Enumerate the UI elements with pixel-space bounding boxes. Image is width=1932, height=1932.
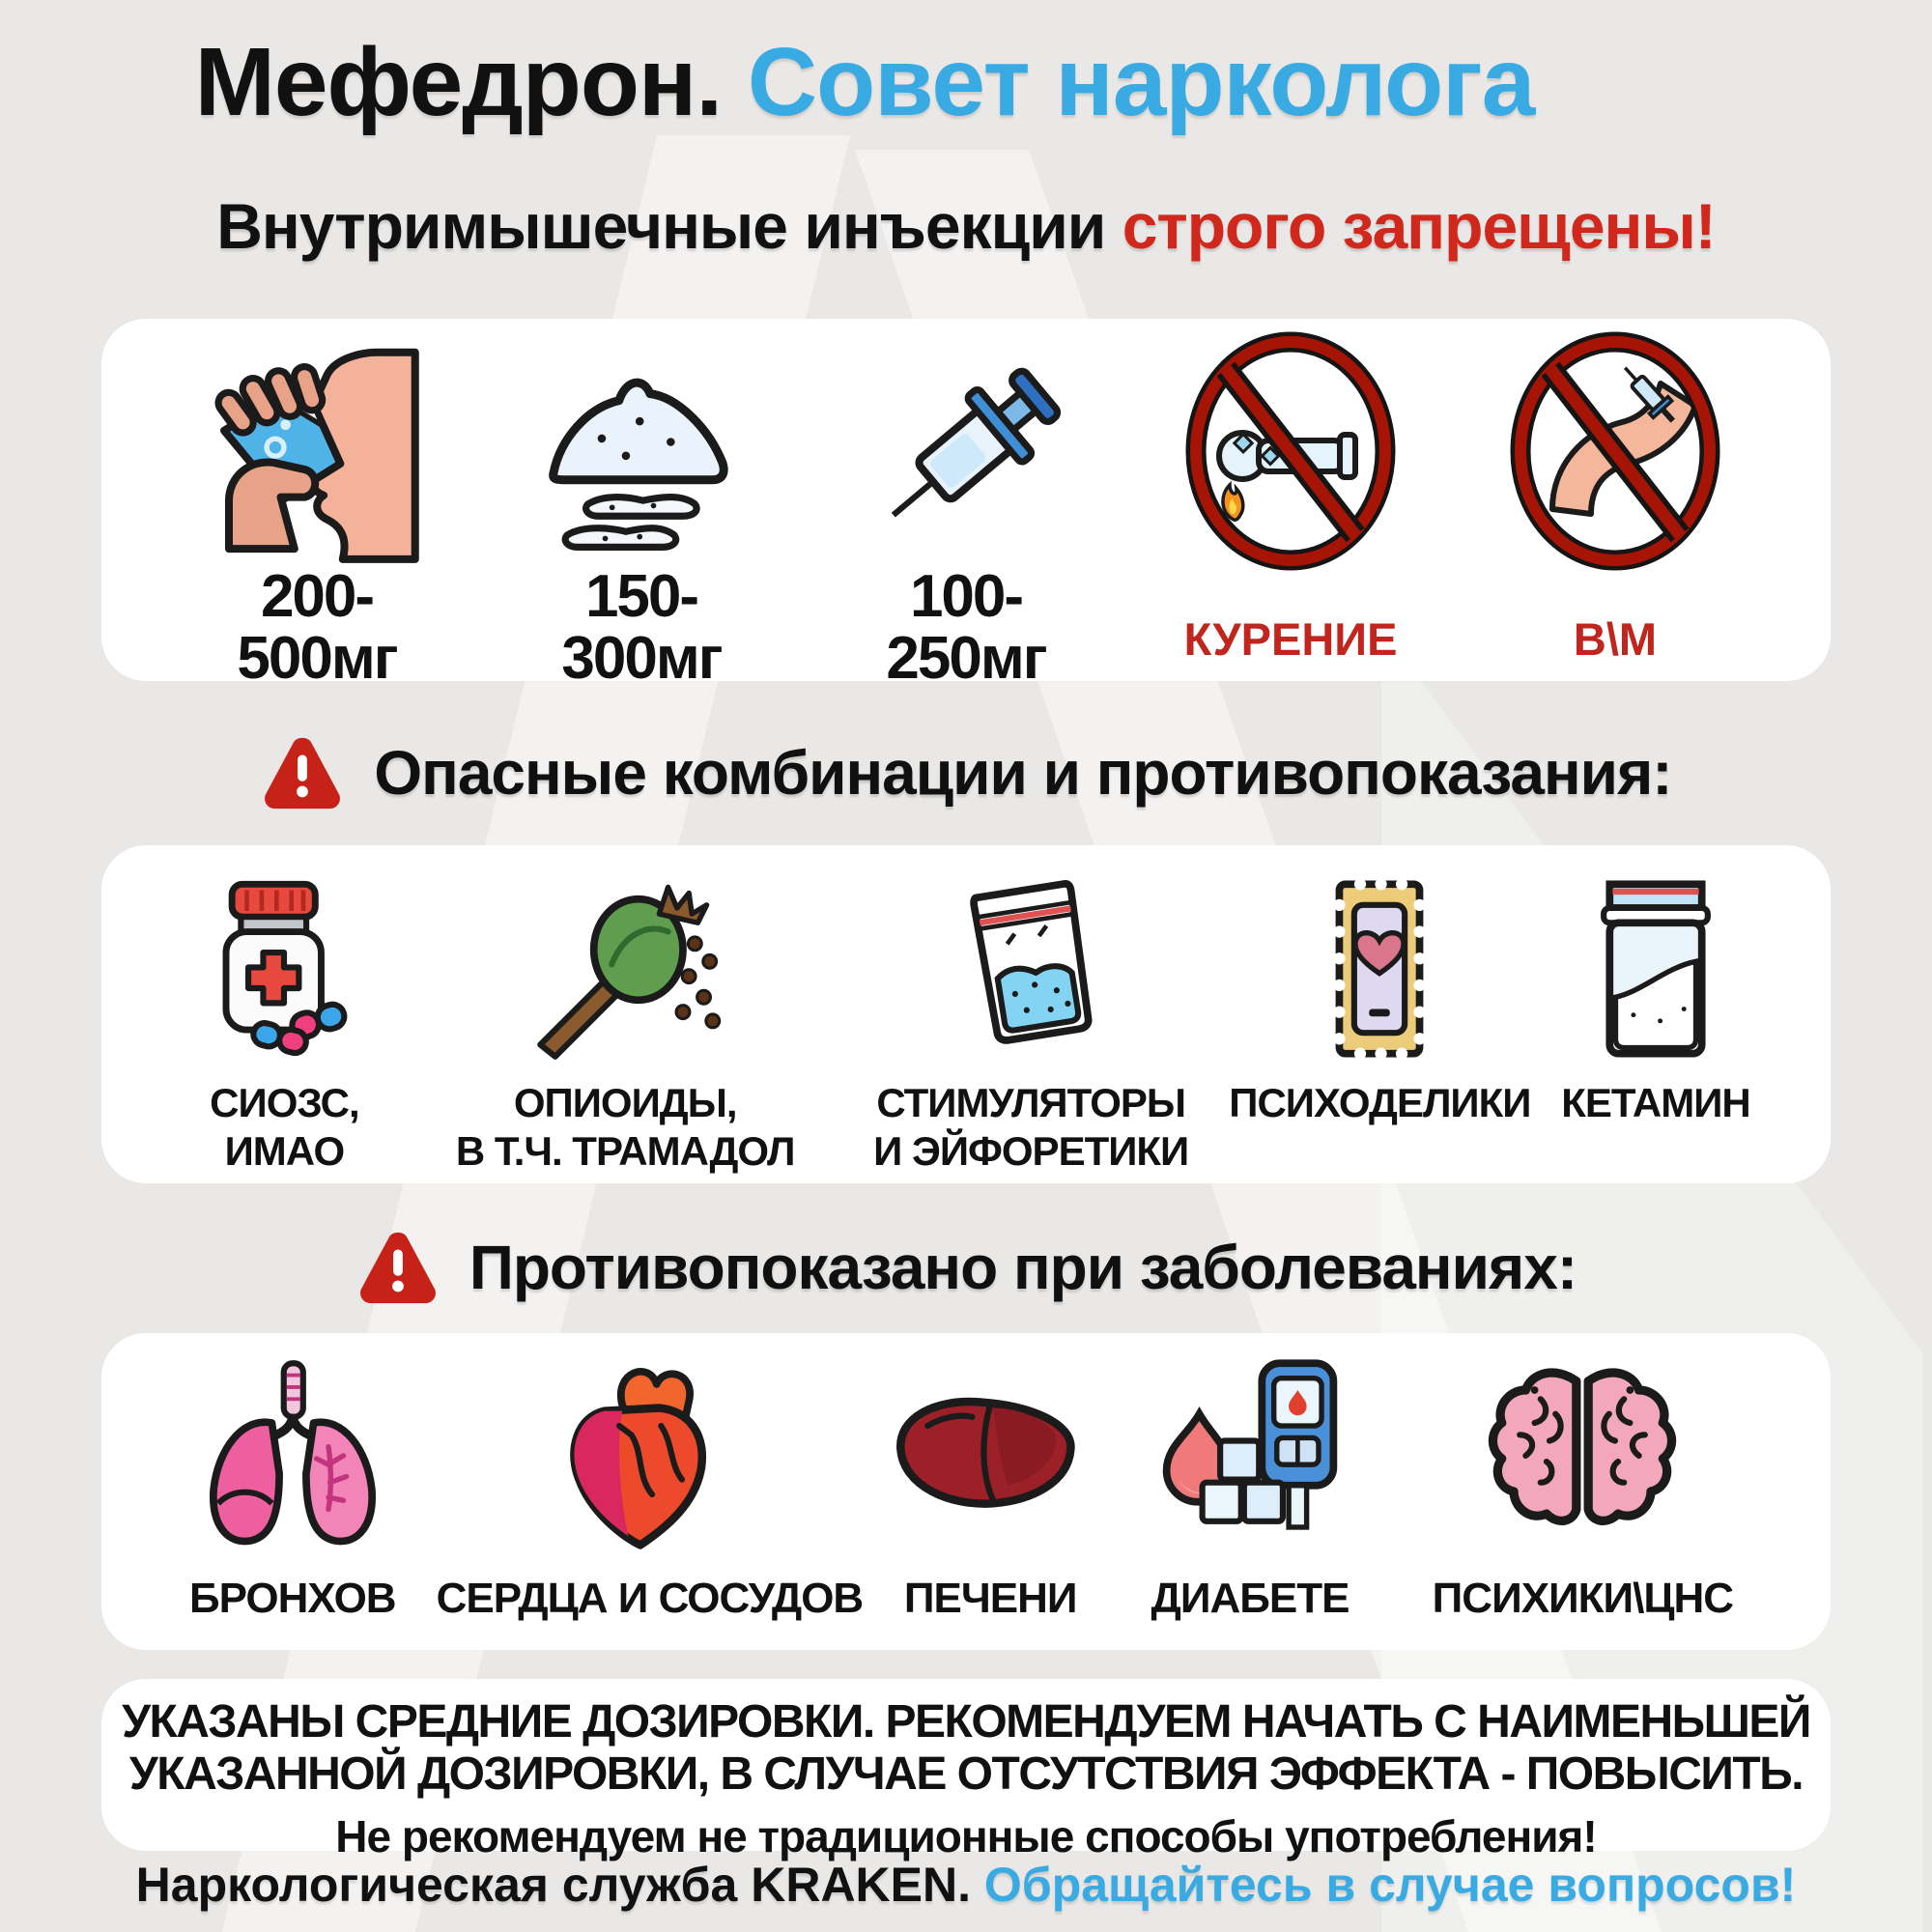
dosage-label-injection <box>886 563 1046 700</box>
diseases-row <box>101 1354 1831 1650</box>
dosage-card <box>101 319 1831 693</box>
dose-line2: 500мг <box>237 625 397 693</box>
combo-item-stimulants <box>837 870 1226 1183</box>
dosage-label-intramuscular <box>1574 572 1657 681</box>
subtitle-red: строго запрещены! <box>1122 190 1716 262</box>
ketamine-bag-icon <box>1559 870 1752 1065</box>
route-label: КУРЕНИЕ <box>1183 613 1398 665</box>
footer-contact-note: Обращайтесь в случае вопросов! <box>983 1858 1797 1912</box>
warning-triangle-icon <box>260 732 345 813</box>
subtitle <box>0 189 1932 263</box>
dose-line2: 300мг <box>561 625 722 693</box>
dosage-item-injection <box>804 342 1128 693</box>
dose-line1: 150- <box>584 563 698 630</box>
dosage-label-smoking <box>1184 572 1398 681</box>
combo-label <box>873 1079 1188 1175</box>
title-drug-name: Мефедрон. <box>194 27 723 136</box>
route-label: В\М <box>1573 613 1658 665</box>
no-intramuscular-icon <box>1494 342 1736 572</box>
oral-ingestion-icon <box>205 342 429 566</box>
disclaimer-line2: УКАЗАННОЙ ДОЗИРОВКИ, В СЛУЧАЕ ОТСУТСТВИЯ ЭФФЕКТА - ПОВЫСИТЬ. <box>128 1747 1804 1800</box>
disease-label: БРОНХОВ <box>188 1575 396 1622</box>
liver-icon <box>886 1354 1094 1563</box>
dosage-item-no-intramuscular <box>1453 342 1777 681</box>
dosage-label-insufflation <box>561 563 722 700</box>
disease-item-diabetes <box>1112 1354 1388 1650</box>
section-heading-text: Противопоказано при заболеваниях: <box>469 1233 1577 1302</box>
combo-line1: СИОЗС, <box>210 1080 359 1125</box>
powder-bag-icon <box>934 870 1127 1065</box>
section-heading-diseases <box>0 1217 1932 1318</box>
dose-line1: 100- <box>909 563 1023 630</box>
no-smoking-icon <box>1170 342 1411 572</box>
dosage-item-insufflation <box>479 342 804 693</box>
insufflation-powder-icon <box>529 342 753 566</box>
dose-line1: 200- <box>260 563 374 630</box>
disease-label: ПЕЧЕНИ <box>903 1575 1077 1622</box>
combo-line1: ОПИОИДЫ, <box>513 1080 737 1125</box>
blotter-stamp-icon <box>1283 870 1476 1065</box>
disease-label: СЕРДЦА И СОСУДОВ <box>436 1575 864 1622</box>
title-accent: Совет нарколога <box>747 27 1535 136</box>
dosage-label-oral <box>237 563 397 700</box>
dosage-item-oral <box>155 342 479 693</box>
combo-line2: И ЭЙФОРЕТИКИ <box>873 1127 1189 1174</box>
combo-line2: ИМАО <box>224 1127 345 1174</box>
disease-item-bronchi <box>155 1354 431 1650</box>
combo-line1: СТИМУЛЯТОРЫ <box>876 1080 1186 1125</box>
disease-label: ДИАБЕТЕ <box>1151 1575 1350 1622</box>
brain-icon <box>1478 1354 1687 1563</box>
combo-label <box>210 1079 358 1175</box>
combinations-card <box>101 845 1831 1183</box>
subtitle-black: Внутримышечные инъекции <box>216 190 1106 262</box>
section-heading-combinations <box>0 723 1932 823</box>
disclaimer-line3: Не рекомендуем не традиционные способы употребления! <box>335 1810 1597 1861</box>
syringe-icon <box>854 342 1078 566</box>
disease-item-liver <box>868 1354 1112 1650</box>
heart-icon <box>545 1354 753 1563</box>
dose-line2: 250мг <box>886 625 1046 693</box>
combo-line2: В Т.Ч. ТРАМАДОЛ <box>455 1127 795 1174</box>
pill-bottle-icon <box>187 870 381 1065</box>
disease-label: ПСИХИКИ\ЦНС <box>1432 1575 1734 1622</box>
footer-service-name: Наркологическая служба KRAKEN. <box>135 1858 972 1912</box>
combo-label <box>1229 1079 1530 1127</box>
combo-line1: ПСИХОДЕЛИКИ <box>1229 1080 1531 1125</box>
poppy-pod-icon <box>528 870 722 1065</box>
disclaimer-line1: УКАЗАНЫ СРЕДНИЕ ДОЗИРОВКИ. РЕКОМЕНДУЕМ НАЧАТЬ С НАИМЕНЬШЕЙ <box>122 1696 1810 1747</box>
combo-label <box>1561 1079 1750 1127</box>
disease-item-heart <box>431 1354 869 1650</box>
diseases-card <box>101 1333 1831 1650</box>
combo-item-opioids <box>414 870 837 1183</box>
dosage-item-no-smoking <box>1128 342 1453 681</box>
footer-line <box>0 1857 1932 1913</box>
lungs-icon <box>188 1354 397 1563</box>
combo-item-ssri-maoi <box>155 870 414 1183</box>
disclaimer-card <box>101 1679 1831 1861</box>
combo-line1: КЕТАМИН <box>1561 1080 1750 1125</box>
combo-item-psychedelics <box>1226 870 1534 1183</box>
combo-label <box>456 1079 795 1175</box>
warning-triangle-icon <box>355 1227 440 1308</box>
combo-item-ketamine <box>1534 870 1777 1183</box>
diabetes-icon <box>1146 1354 1354 1563</box>
dosage-row <box>101 342 1831 693</box>
disease-item-psyche <box>1388 1354 1777 1650</box>
combinations-row <box>101 870 1831 1183</box>
section-heading-text: Опасные комбинации и противопоказания: <box>374 738 1672 808</box>
